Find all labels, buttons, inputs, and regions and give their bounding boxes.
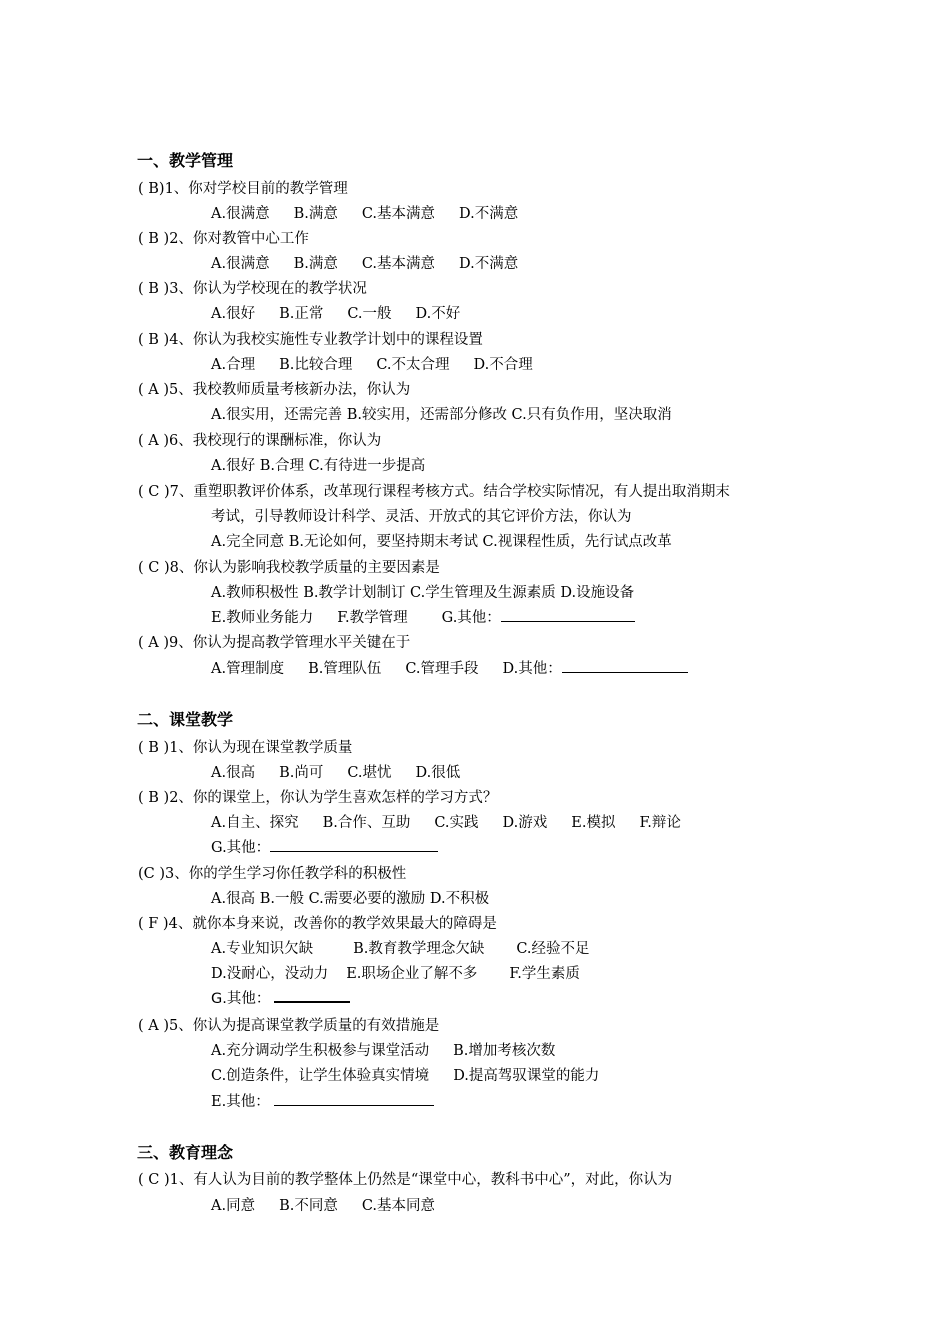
option: C.创造条件，让学生体验真实情境 xyxy=(211,1068,430,1084)
question-1-2: ( B )2、你对教管中心工作 xyxy=(138,231,309,247)
option: D.不满意 xyxy=(459,256,519,272)
option: C.管理手段 xyxy=(405,661,479,677)
option: B.比较合理 xyxy=(279,357,353,373)
options-2-2 xyxy=(211,811,705,832)
options-1-4 xyxy=(211,353,557,374)
option: C.基本同意 xyxy=(361,1198,436,1214)
question-1-4: ( B )4、你认为我校实施性专业教学计划中的课程设置 xyxy=(138,332,483,348)
question-1-5: ( A )5、我校教师质量考核新办法，你认为 xyxy=(138,382,411,398)
option: A.很高 xyxy=(211,765,256,781)
other-blank[interactable] xyxy=(562,658,688,673)
option: D.提高驾驭课堂的能力 xyxy=(453,1068,600,1084)
options-2-5-other xyxy=(211,1090,458,1111)
option: A.合理 xyxy=(211,357,256,373)
options-2-4-line2 xyxy=(211,962,604,983)
question-1-7: ( C )7、重塑职教评价体系，改革现行课程考核方式。结合学校实际情况，有人提出取消期末 xyxy=(138,484,730,500)
option: B.正常 xyxy=(279,306,324,322)
options-2-4-line1 xyxy=(211,937,614,958)
section-title-education-philosophy: 三、教育理念 xyxy=(137,1143,234,1162)
options-1-8-line1: A.教师积极性 B.教学计划制订 C.学生管理及生源素质 D.设施设备 xyxy=(211,585,635,601)
options-1-2 xyxy=(211,252,542,273)
option: F.教学管理 xyxy=(337,610,408,626)
option: G.其他： xyxy=(211,991,271,1007)
option: A.很好 xyxy=(211,306,256,322)
other-blank[interactable] xyxy=(501,607,635,622)
option: A.专业知识欠缺 xyxy=(211,941,314,957)
option: C.堪忧 xyxy=(347,765,392,781)
option: F.辩论 xyxy=(639,815,681,831)
option: G.其他： xyxy=(441,610,501,626)
option: D.不满意 xyxy=(459,206,519,222)
other-blank[interactable] xyxy=(274,987,350,1003)
options-2-2-other xyxy=(211,836,462,857)
option: C.一般 xyxy=(347,306,392,322)
options-3-1 xyxy=(211,1194,459,1215)
option: B.合作、互助 xyxy=(322,815,411,831)
question-1-1: ( B)1、你对学校目前的教学管理 xyxy=(138,181,348,197)
option: B.尚可 xyxy=(279,765,324,781)
option: B.满意 xyxy=(293,256,338,272)
question-1-6: ( A )6、我校现行的课酬标准，你认为 xyxy=(138,433,382,449)
question-1-7-continuation: 考试，引导教师设计科学、灵活、开放式的其它评价方法，你认为 xyxy=(211,509,632,525)
question-2-2: ( B )2、你的课堂上，你认为学生喜欢怎样的学习方式？ xyxy=(138,790,498,806)
option: A.很满意 xyxy=(211,206,270,222)
section-title-classroom-teaching: 二、课堂教学 xyxy=(137,710,234,729)
option: E.其他： xyxy=(211,1094,270,1110)
option: C.实践 xyxy=(434,815,479,831)
question-2-3: (C )3、你的学生学习你任教学科的积极性 xyxy=(138,866,407,882)
options-1-7: A.完全同意 B.无论如何，要坚持期末考试 C.视课程性质，先行试点改革 xyxy=(211,534,672,550)
option: C.基本满意 xyxy=(361,206,436,222)
option: A.自主、探究 xyxy=(211,815,299,831)
other-blank[interactable] xyxy=(270,837,438,852)
option: B.满意 xyxy=(293,206,338,222)
question-3-1: ( C )1、有人认为目前的教学整体上仍然是“课堂中心，教科书中心”，对此，你认为 xyxy=(138,1172,673,1188)
option: E.教师业务能力 xyxy=(211,610,314,626)
option: B.管理队伍 xyxy=(308,661,382,677)
option: D.很低 xyxy=(415,765,461,781)
question-1-3: ( B )3、你认为学校现在的教学状况 xyxy=(138,281,367,297)
option: D.游戏 xyxy=(502,815,548,831)
option: B.不同意 xyxy=(279,1198,338,1214)
option: E.职场企业了解不多 xyxy=(346,966,478,982)
options-1-5: A.很实用，还需完善 B.较实用，还需部分修改 C.只有负作用，坚决取消 xyxy=(211,407,672,423)
question-1-9: ( A )9、你认为提高教学管理水平关键在于 xyxy=(138,635,411,651)
option: B.增加考核次数 xyxy=(453,1043,556,1059)
question-1-8: ( C )8、你认为影响我校教学质量的主要因素是 xyxy=(138,560,440,576)
question-2-4: ( F )4、就你本身来说，改善你的教学效果最大的障碍是 xyxy=(138,916,497,932)
options-2-4-other xyxy=(211,987,374,1008)
options-2-1 xyxy=(211,761,484,782)
option: A.充分调动学生积极参与课堂活动 xyxy=(211,1043,430,1059)
other-blank[interactable] xyxy=(274,1091,434,1106)
options-1-6: A.很好 B.合理 C.有待进一步提高 xyxy=(211,458,426,474)
option: C.经验不足 xyxy=(516,941,590,957)
option: B.教育教学理念欠缺 xyxy=(353,941,485,957)
options-2-3: A.很高 B.一般 C.需要必要的激励 D.不积极 xyxy=(211,891,490,907)
option: C.基本满意 xyxy=(361,256,436,272)
options-1-8-line2 xyxy=(211,606,659,627)
options-1-3 xyxy=(211,302,484,323)
option: D.其他： xyxy=(502,661,562,677)
options-1-9 xyxy=(211,657,712,678)
option: G.其他： xyxy=(211,840,271,856)
option: D.没耐心，没动力 xyxy=(211,966,329,982)
option: C.不太合理 xyxy=(376,357,450,373)
option: A.管理制度 xyxy=(211,661,285,677)
option: E.模拟 xyxy=(571,815,616,831)
option: D.不合理 xyxy=(473,357,533,373)
option: A.很满意 xyxy=(211,256,270,272)
question-2-1: ( B )1、你认为现在课堂教学质量 xyxy=(138,740,353,756)
option: F.学生素质 xyxy=(509,966,580,982)
section-title-teaching-management: 一、教学管理 xyxy=(137,151,234,170)
option: D.不好 xyxy=(415,306,461,322)
question-2-5: ( A )5、你认为提高课堂教学质量的有效措施是 xyxy=(138,1018,440,1034)
options-2-5-line1 xyxy=(211,1039,579,1060)
options-1-1 xyxy=(211,202,542,223)
option: A.同意 xyxy=(211,1198,256,1214)
options-2-5-line2 xyxy=(211,1064,623,1085)
